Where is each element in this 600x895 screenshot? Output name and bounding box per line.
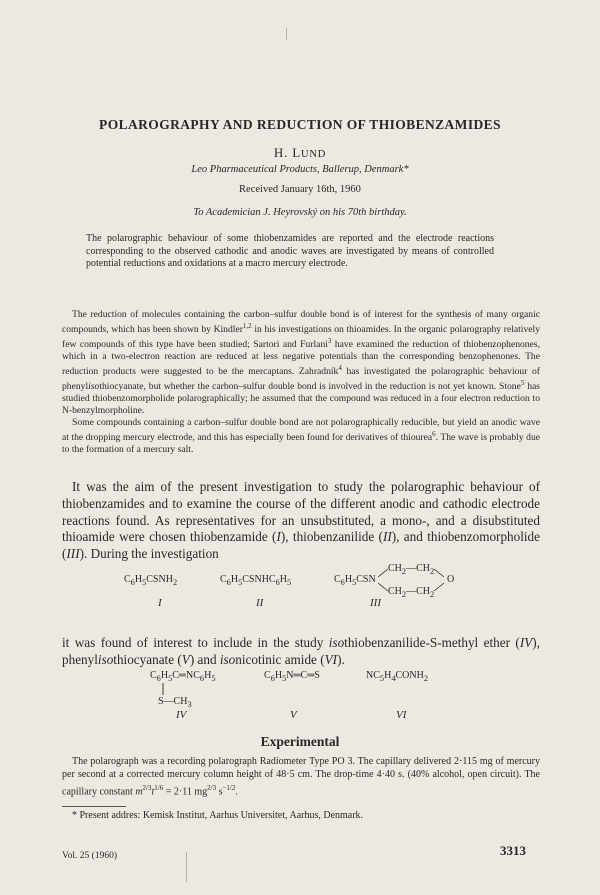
footnote-rule [62, 806, 126, 807]
intro-paragraph-2: Some compounds containing a carbon–sulfur double bond are not polarographically reducible, but yield an anodic wave at the dropping mercury electrode, and this has especially been found for derivatives of thiourea$^6$. The wave is probably due to the formation of a mercury salt. [62, 417, 540, 455]
formula-I: $C_6H_5CSNH_2$ [124, 574, 178, 587]
label-V: V [290, 709, 297, 721]
label-I: I [158, 597, 162, 609]
morpholine-ring-bonds [374, 560, 454, 600]
volume-info: Vol. 25 (1960) [62, 851, 117, 861]
formula-III-oxygen: O [447, 574, 455, 585]
author-name: H. LUND [273, 145, 327, 160]
formula-IV-sub: $S—CH_3$ [158, 696, 192, 709]
aim-paragraph: It was the aim of the present investigation to study the polarographic behaviour of thiobenzamides and to examine the course of the different anodic and cathodic electrode reactions found. As representatives for an unsubstituted, a mono-, and a disubstituted thioamide were chosen thiobenzamide (I), thiobenzanilide (II), and thiobenzomorpholide (III). During the investigation [62, 479, 540, 562]
formula-V: $C_6H_5N═C═S$ [264, 670, 320, 683]
footnote: * Present addres: Kemisk Institut, Aarhus Universitet, Aarhus, Denmark. [72, 810, 364, 821]
label-II: II [256, 597, 264, 609]
introduction [62, 309, 540, 456]
aim-continuation: it was found of interest to include in the study isothiobenzanilide-S-methyl ether (IV), phenylisothiocyanate (V) and isonicotinic amide (VI). [62, 635, 540, 667]
received-date: Received January 16th, 1960 [239, 184, 361, 195]
formula-IV: $C_6H_5C═NC_6H_5$ [150, 670, 216, 683]
abstract: The polarographic behaviour of some thiobenzamides are reported and the electrode reactions corresponding to the observed cathodic and anodic waves are investigated by means of controlled potential reductions and oxidations at a macro mercury electrode. [86, 233, 494, 270]
experimental-paragraph: The polarograph was a recording polarograph Radiometer Type PO 3. The capillary delivered 2·115 mg of mercury per second at a corrected mercury column height of 48·5 cm. The drop-time 4·40 s. (40% alcohol, open circuit). The capillary constant $m^{2/3}t^{1/6} = 2\cdot 11$ $mg^{2/3}$ $s^{-1/2}$. [62, 756, 540, 797]
label-IV: IV [176, 709, 187, 721]
intro-paragraph-1: The reduction of molecules containing the carbon–sulfur double bond is of interest for the synthesis of many organic compounds, which has been shown by Kindler$^{1,2}$ in his investigations on thioamides. In the organic polarography relatively few compounds of this type have been studied; Sartori and Furlani$^3$ have examined the reduction of thiobenzophenones, which in a two-electron reaction are reduced at less negative potentials than the corresponding benzophenones. The reduction products were suggested to be the mercaptans. Zahradník$^4$ has investigated the polarographic behaviour of phenylisothiocyanate, but whether the carbon–sulfur double bond is involved in the reduction is not yet known. Stone$^5$ has studied thiobenzomorpholide polarographically; he assumed that the compound was reduced in a four electron reduction to N-benzylmorpholine. [62, 309, 540, 417]
paper-title: POLAROGRAPHY AND REDUCTION OF THIOBENZAMIDES [99, 117, 501, 132]
page-number: 3313 [500, 843, 526, 858]
scan-mark [286, 28, 291, 40]
formula-III-top: $CH_2—CH_2$ [388, 563, 435, 576]
label-III: III [370, 597, 381, 609]
affiliation: Leo Pharmaceutical Products, Ballerup, Denmark* [191, 164, 409, 175]
formula-IV-bond [160, 682, 166, 696]
label-VI: VI [396, 709, 407, 721]
section-heading-experimental: Experimental [260, 734, 340, 749]
formula-II: $C_6H_5CSNHC_6H_5$ [220, 574, 292, 587]
dedication: To Academician J. Heyrovský on his 70th birthday. [193, 207, 407, 218]
formula-III-base: $C_6H_5CSN$ [334, 574, 376, 587]
formula-VI: $NC_5H_4CONH_2$ [366, 670, 428, 683]
scan-mark [186, 852, 189, 882]
formula-III-bottom: $CH_2—CH_2$ [388, 586, 435, 599]
